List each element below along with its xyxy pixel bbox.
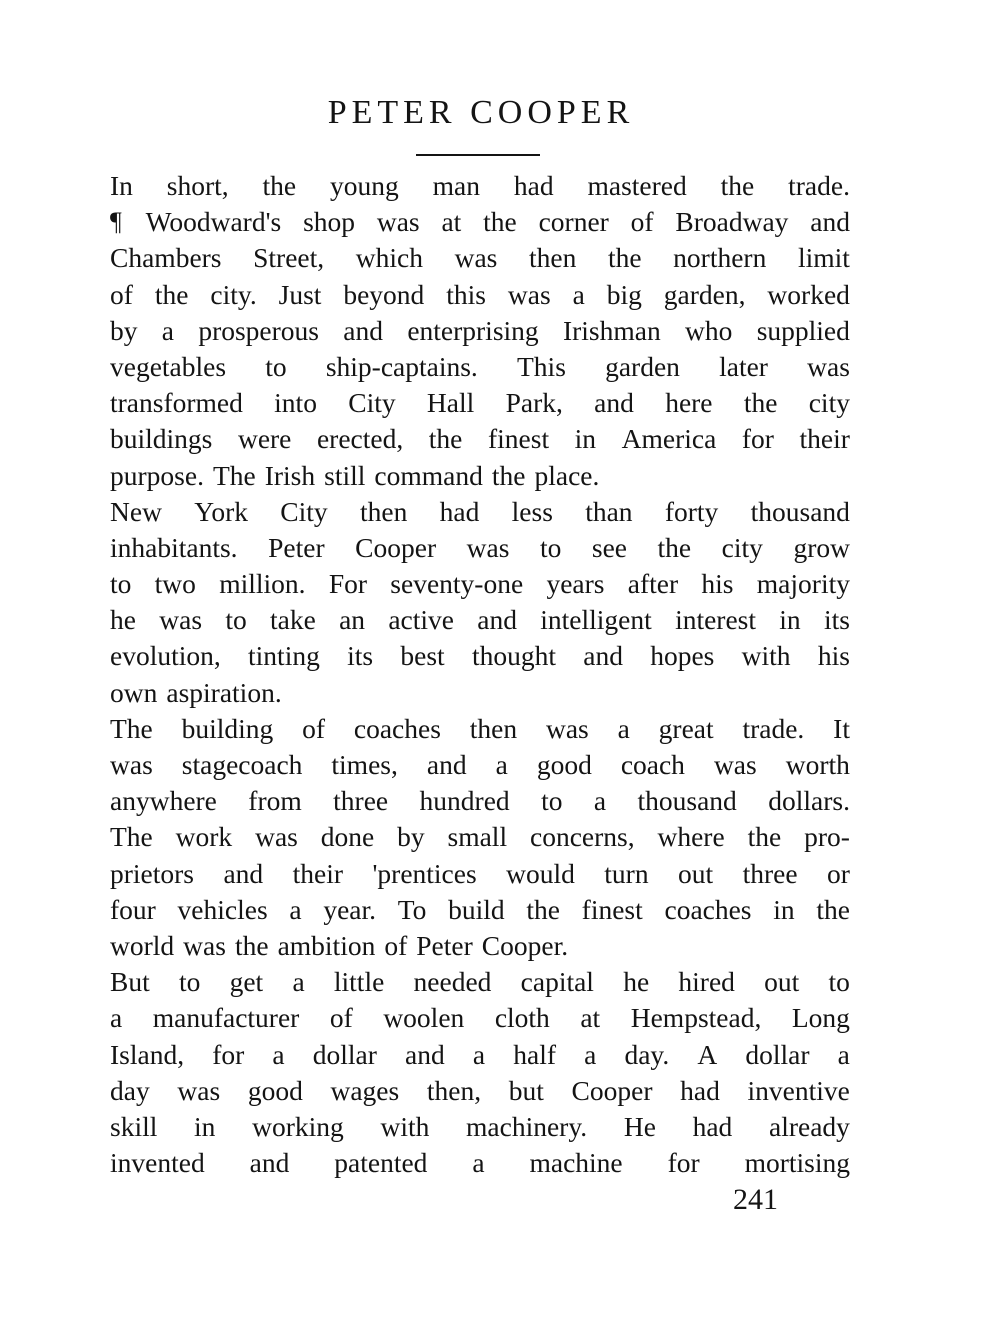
word: a bbox=[292, 966, 305, 998]
word: Irishman bbox=[562, 314, 661, 346]
word: where bbox=[657, 821, 725, 853]
word: vegetables bbox=[110, 350, 227, 382]
word: years bbox=[546, 568, 605, 600]
word: see bbox=[591, 531, 627, 563]
text-line bbox=[110, 458, 850, 494]
word: world bbox=[110, 929, 175, 961]
word: erected, bbox=[316, 423, 404, 455]
word: It bbox=[833, 712, 850, 744]
word: the bbox=[154, 278, 189, 310]
word: concerns, bbox=[529, 821, 635, 853]
word: supplied bbox=[756, 314, 850, 346]
word: out bbox=[764, 966, 800, 998]
word: small bbox=[447, 821, 508, 853]
word: dollar bbox=[312, 1038, 377, 1070]
paragraph-mark: ¶ bbox=[110, 207, 122, 237]
text-line bbox=[110, 747, 850, 783]
word: the bbox=[234, 929, 269, 961]
word: a bbox=[495, 749, 508, 780]
word: and bbox=[426, 749, 467, 780]
word: was bbox=[466, 531, 510, 563]
word: the bbox=[428, 423, 463, 455]
word: million. bbox=[219, 568, 306, 600]
word: at bbox=[580, 1002, 601, 1034]
word: in bbox=[194, 1110, 216, 1142]
word: a bbox=[472, 1038, 486, 1070]
word: hopes bbox=[650, 640, 715, 672]
word: was bbox=[159, 604, 203, 636]
word: to bbox=[828, 966, 850, 998]
word: vehicles bbox=[177, 893, 268, 925]
word: thought bbox=[471, 640, 556, 672]
word: own bbox=[110, 676, 158, 708]
word: For bbox=[328, 568, 368, 600]
word: grow bbox=[793, 531, 850, 563]
word: would bbox=[506, 857, 575, 889]
word: Just bbox=[278, 278, 322, 310]
word: anywhere bbox=[110, 785, 217, 817]
word: 'prentices bbox=[372, 857, 477, 889]
text-line bbox=[110, 385, 850, 421]
word: to bbox=[225, 604, 247, 636]
word: out bbox=[678, 857, 714, 889]
word: a bbox=[289, 893, 302, 925]
word: good bbox=[247, 1074, 303, 1106]
word: by bbox=[397, 821, 425, 853]
word: great bbox=[658, 712, 714, 744]
word: in bbox=[574, 423, 597, 455]
word: beyond bbox=[343, 278, 425, 310]
text-line bbox=[110, 964, 850, 1000]
word: pro- bbox=[804, 821, 850, 853]
word: two bbox=[154, 568, 196, 600]
word: a bbox=[572, 278, 585, 310]
word: day bbox=[110, 1074, 150, 1106]
page-number: 241 bbox=[733, 1183, 778, 1216]
word: New bbox=[110, 495, 162, 527]
word: Chambers bbox=[110, 242, 222, 274]
word: of bbox=[630, 206, 654, 238]
word: Irish bbox=[264, 459, 316, 491]
word: buildings bbox=[110, 423, 213, 455]
word: Cooper. bbox=[481, 929, 569, 961]
word: of bbox=[110, 278, 133, 310]
word: little bbox=[333, 966, 385, 998]
word: thousand bbox=[750, 495, 850, 527]
word: Broadway bbox=[675, 206, 789, 238]
word: to bbox=[110, 568, 132, 600]
word: was bbox=[454, 242, 498, 274]
word: a bbox=[161, 314, 175, 346]
word: The bbox=[212, 459, 256, 491]
word: garden, bbox=[663, 278, 746, 310]
word: Hempstead, bbox=[630, 1002, 762, 1034]
word: transformed bbox=[110, 387, 243, 419]
word: stagecoach bbox=[181, 749, 303, 780]
word: by bbox=[110, 314, 138, 346]
header-rule bbox=[416, 154, 540, 156]
word: wages bbox=[330, 1074, 400, 1106]
word: city bbox=[721, 531, 763, 563]
word: then, bbox=[426, 1074, 482, 1106]
word: already bbox=[768, 1110, 850, 1142]
text-line bbox=[110, 240, 850, 276]
word: the bbox=[491, 459, 526, 491]
word: inventive bbox=[747, 1074, 850, 1106]
text-line bbox=[110, 638, 850, 674]
word: Hall bbox=[426, 387, 475, 419]
text-line bbox=[110, 1145, 850, 1181]
word: ambition bbox=[277, 929, 376, 961]
word: machinery. bbox=[466, 1110, 588, 1142]
word: get bbox=[229, 966, 264, 998]
word: manufacturer bbox=[152, 1002, 300, 1034]
word: a bbox=[593, 785, 607, 817]
word: take bbox=[269, 604, 316, 636]
word: work bbox=[175, 821, 233, 853]
word: the bbox=[816, 893, 850, 925]
word: thousand bbox=[637, 785, 737, 817]
text-line bbox=[110, 783, 850, 819]
word: a bbox=[110, 1002, 123, 1034]
word: its bbox=[823, 604, 850, 636]
word: he bbox=[110, 604, 136, 636]
word: City bbox=[348, 387, 396, 419]
word: active bbox=[388, 604, 454, 636]
word: and bbox=[405, 1038, 445, 1070]
word: with bbox=[380, 1110, 430, 1142]
word: Peter bbox=[416, 929, 473, 961]
text-line bbox=[110, 892, 850, 928]
word: in bbox=[773, 893, 795, 925]
word: less bbox=[511, 495, 553, 527]
text-line bbox=[110, 204, 850, 240]
word: hundred bbox=[419, 785, 510, 817]
word: the bbox=[747, 821, 782, 853]
word: three bbox=[333, 785, 389, 817]
word: a bbox=[472, 1147, 485, 1179]
word: and bbox=[583, 640, 623, 672]
word: times, bbox=[331, 749, 398, 780]
text-line bbox=[110, 566, 850, 602]
word: was bbox=[255, 821, 298, 853]
word: skill bbox=[110, 1110, 158, 1142]
word: done bbox=[320, 821, 375, 853]
word: which bbox=[355, 242, 423, 274]
word: with bbox=[741, 640, 791, 672]
word: building bbox=[181, 712, 274, 744]
word: to bbox=[539, 531, 562, 563]
word: seventy-one bbox=[390, 568, 524, 600]
word: trade. bbox=[742, 712, 805, 744]
word: and bbox=[477, 604, 517, 636]
word: had bbox=[439, 495, 480, 527]
word: young bbox=[330, 170, 399, 201]
word: at bbox=[441, 206, 462, 238]
word: worth bbox=[785, 749, 850, 780]
word: The bbox=[110, 712, 153, 744]
text-line bbox=[110, 530, 850, 566]
word: Park, bbox=[505, 387, 563, 419]
word: was bbox=[110, 749, 153, 780]
word: York bbox=[194, 495, 248, 527]
text-line bbox=[110, 856, 850, 892]
word: prietors bbox=[110, 857, 195, 889]
word: was bbox=[713, 749, 757, 780]
word: the bbox=[743, 387, 778, 419]
word: later bbox=[719, 350, 768, 382]
word: trade. bbox=[788, 170, 850, 201]
text-line bbox=[110, 711, 850, 747]
word: coach bbox=[620, 749, 685, 780]
word: limit bbox=[797, 242, 850, 274]
word: half bbox=[513, 1038, 556, 1070]
text-line bbox=[110, 421, 850, 457]
word: a bbox=[584, 1038, 597, 1070]
word: He bbox=[623, 1110, 656, 1142]
word: man bbox=[432, 170, 481, 201]
word: in bbox=[779, 604, 801, 636]
word: the bbox=[720, 170, 755, 201]
word: this bbox=[446, 278, 486, 310]
word: of bbox=[329, 1002, 353, 1034]
text-line bbox=[110, 277, 850, 313]
word: for bbox=[667, 1147, 700, 1179]
text-line bbox=[110, 675, 850, 711]
text-line bbox=[110, 168, 850, 204]
word: corner bbox=[538, 206, 609, 238]
word: were bbox=[237, 423, 292, 455]
word: the bbox=[607, 242, 642, 274]
word: In bbox=[110, 170, 133, 201]
word: who bbox=[685, 314, 733, 346]
word: was bbox=[507, 278, 551, 310]
word: of bbox=[384, 929, 408, 961]
word: had bbox=[692, 1110, 733, 1142]
word: Street, bbox=[253, 242, 325, 274]
word: command bbox=[374, 459, 483, 491]
word: three bbox=[742, 857, 798, 889]
word: and bbox=[594, 387, 634, 419]
word: was bbox=[376, 206, 420, 238]
word: was bbox=[807, 350, 850, 382]
word: and bbox=[810, 206, 850, 238]
word: into bbox=[274, 387, 317, 419]
word: place. bbox=[534, 459, 600, 491]
word: America bbox=[621, 423, 717, 455]
word: had bbox=[680, 1074, 720, 1106]
word: garden bbox=[605, 350, 680, 382]
word: City bbox=[280, 495, 328, 527]
word: to bbox=[265, 350, 287, 382]
word: and bbox=[223, 857, 264, 889]
body-text bbox=[110, 168, 850, 1181]
word: still bbox=[324, 459, 366, 491]
word: city. bbox=[210, 278, 257, 310]
text-line bbox=[110, 313, 850, 349]
text-line bbox=[110, 349, 850, 385]
word: woolen bbox=[383, 1002, 465, 1034]
word: mastered bbox=[587, 170, 687, 201]
word: but bbox=[508, 1074, 544, 1106]
word: enterprising bbox=[407, 314, 539, 346]
word: But bbox=[110, 966, 150, 998]
word: purpose. bbox=[110, 459, 204, 491]
running-head-title: PETER COOPER bbox=[327, 94, 635, 131]
word: needed bbox=[413, 966, 492, 998]
word: a bbox=[837, 1038, 850, 1070]
word: year. bbox=[323, 893, 376, 925]
word: coaches bbox=[353, 712, 441, 744]
word: his bbox=[817, 640, 850, 672]
word: prosperous bbox=[198, 314, 319, 346]
word: evolution, bbox=[110, 640, 221, 672]
word: The bbox=[110, 821, 153, 853]
word: then bbox=[469, 712, 518, 744]
word: then bbox=[359, 495, 408, 527]
word: an bbox=[339, 604, 366, 636]
word: city bbox=[808, 387, 850, 419]
word: best bbox=[400, 640, 445, 672]
word: machine bbox=[529, 1147, 623, 1179]
word: was bbox=[545, 712, 589, 744]
word: northern bbox=[673, 242, 767, 274]
word: to bbox=[178, 966, 201, 998]
word: To bbox=[397, 893, 427, 925]
text-line bbox=[110, 1000, 850, 1036]
word: shop bbox=[303, 206, 356, 238]
word: patented bbox=[334, 1147, 428, 1179]
word: majority bbox=[756, 568, 850, 600]
word: a bbox=[617, 712, 630, 744]
word: Woodward's bbox=[145, 206, 282, 238]
word: the bbox=[657, 531, 692, 563]
word: his bbox=[701, 568, 734, 600]
word: dollars. bbox=[768, 785, 850, 817]
word: big bbox=[606, 278, 642, 310]
word: working bbox=[252, 1110, 344, 1142]
word: mortising bbox=[744, 1147, 850, 1179]
text-line bbox=[110, 1073, 850, 1109]
word: its bbox=[347, 640, 374, 672]
word: short, bbox=[166, 170, 229, 201]
word: A bbox=[697, 1038, 718, 1070]
word: Cooper bbox=[571, 1074, 653, 1106]
text-line bbox=[110, 494, 850, 530]
word: here bbox=[665, 387, 713, 419]
word: and bbox=[249, 1147, 290, 1179]
word: dollar bbox=[745, 1038, 810, 1070]
word: the bbox=[526, 893, 560, 925]
word: four bbox=[110, 893, 156, 925]
word: interest bbox=[675, 604, 757, 636]
word: intelligent bbox=[540, 604, 652, 636]
word: after bbox=[627, 568, 679, 600]
word: their bbox=[292, 857, 344, 889]
word: had bbox=[513, 170, 554, 201]
word: This bbox=[517, 350, 566, 382]
word: and bbox=[343, 314, 384, 346]
word: a bbox=[272, 1038, 285, 1070]
word: from bbox=[248, 785, 302, 817]
word: hired bbox=[678, 966, 735, 998]
text-line bbox=[110, 1037, 850, 1073]
word: invented bbox=[110, 1147, 205, 1179]
text-line bbox=[110, 819, 850, 855]
word: coaches bbox=[664, 893, 752, 925]
word: cloth bbox=[494, 1002, 550, 1034]
word: he bbox=[623, 966, 650, 998]
word: Long bbox=[791, 1002, 850, 1034]
word: was bbox=[177, 1074, 221, 1106]
word: inhabitants. bbox=[110, 531, 238, 563]
word: finest bbox=[487, 423, 550, 455]
word: the bbox=[483, 206, 517, 238]
text-line bbox=[110, 602, 850, 638]
word: was bbox=[183, 929, 226, 961]
word: Island, bbox=[110, 1038, 185, 1070]
word: build bbox=[448, 893, 505, 925]
word: for bbox=[212, 1038, 245, 1070]
word: for bbox=[741, 423, 774, 455]
word: Cooper bbox=[355, 531, 437, 563]
word: aspiration. bbox=[166, 676, 282, 708]
word: finest bbox=[581, 893, 643, 925]
word: of bbox=[302, 712, 326, 744]
word: capital bbox=[520, 966, 594, 998]
word: or bbox=[827, 857, 850, 889]
word: turn bbox=[604, 857, 649, 889]
word: ship-captains. bbox=[325, 350, 478, 382]
word: Peter bbox=[268, 531, 325, 563]
word: forty bbox=[664, 495, 719, 527]
word: worked bbox=[767, 278, 850, 310]
word: to bbox=[541, 785, 563, 817]
word: day. bbox=[624, 1038, 670, 1070]
word: the bbox=[262, 170, 297, 201]
word: then bbox=[528, 242, 577, 274]
word: their bbox=[799, 423, 850, 455]
word: tinting bbox=[248, 640, 320, 672]
text-line bbox=[110, 1109, 850, 1145]
word: than bbox=[585, 495, 633, 527]
text-line bbox=[110, 928, 850, 964]
word: good bbox=[536, 749, 592, 780]
